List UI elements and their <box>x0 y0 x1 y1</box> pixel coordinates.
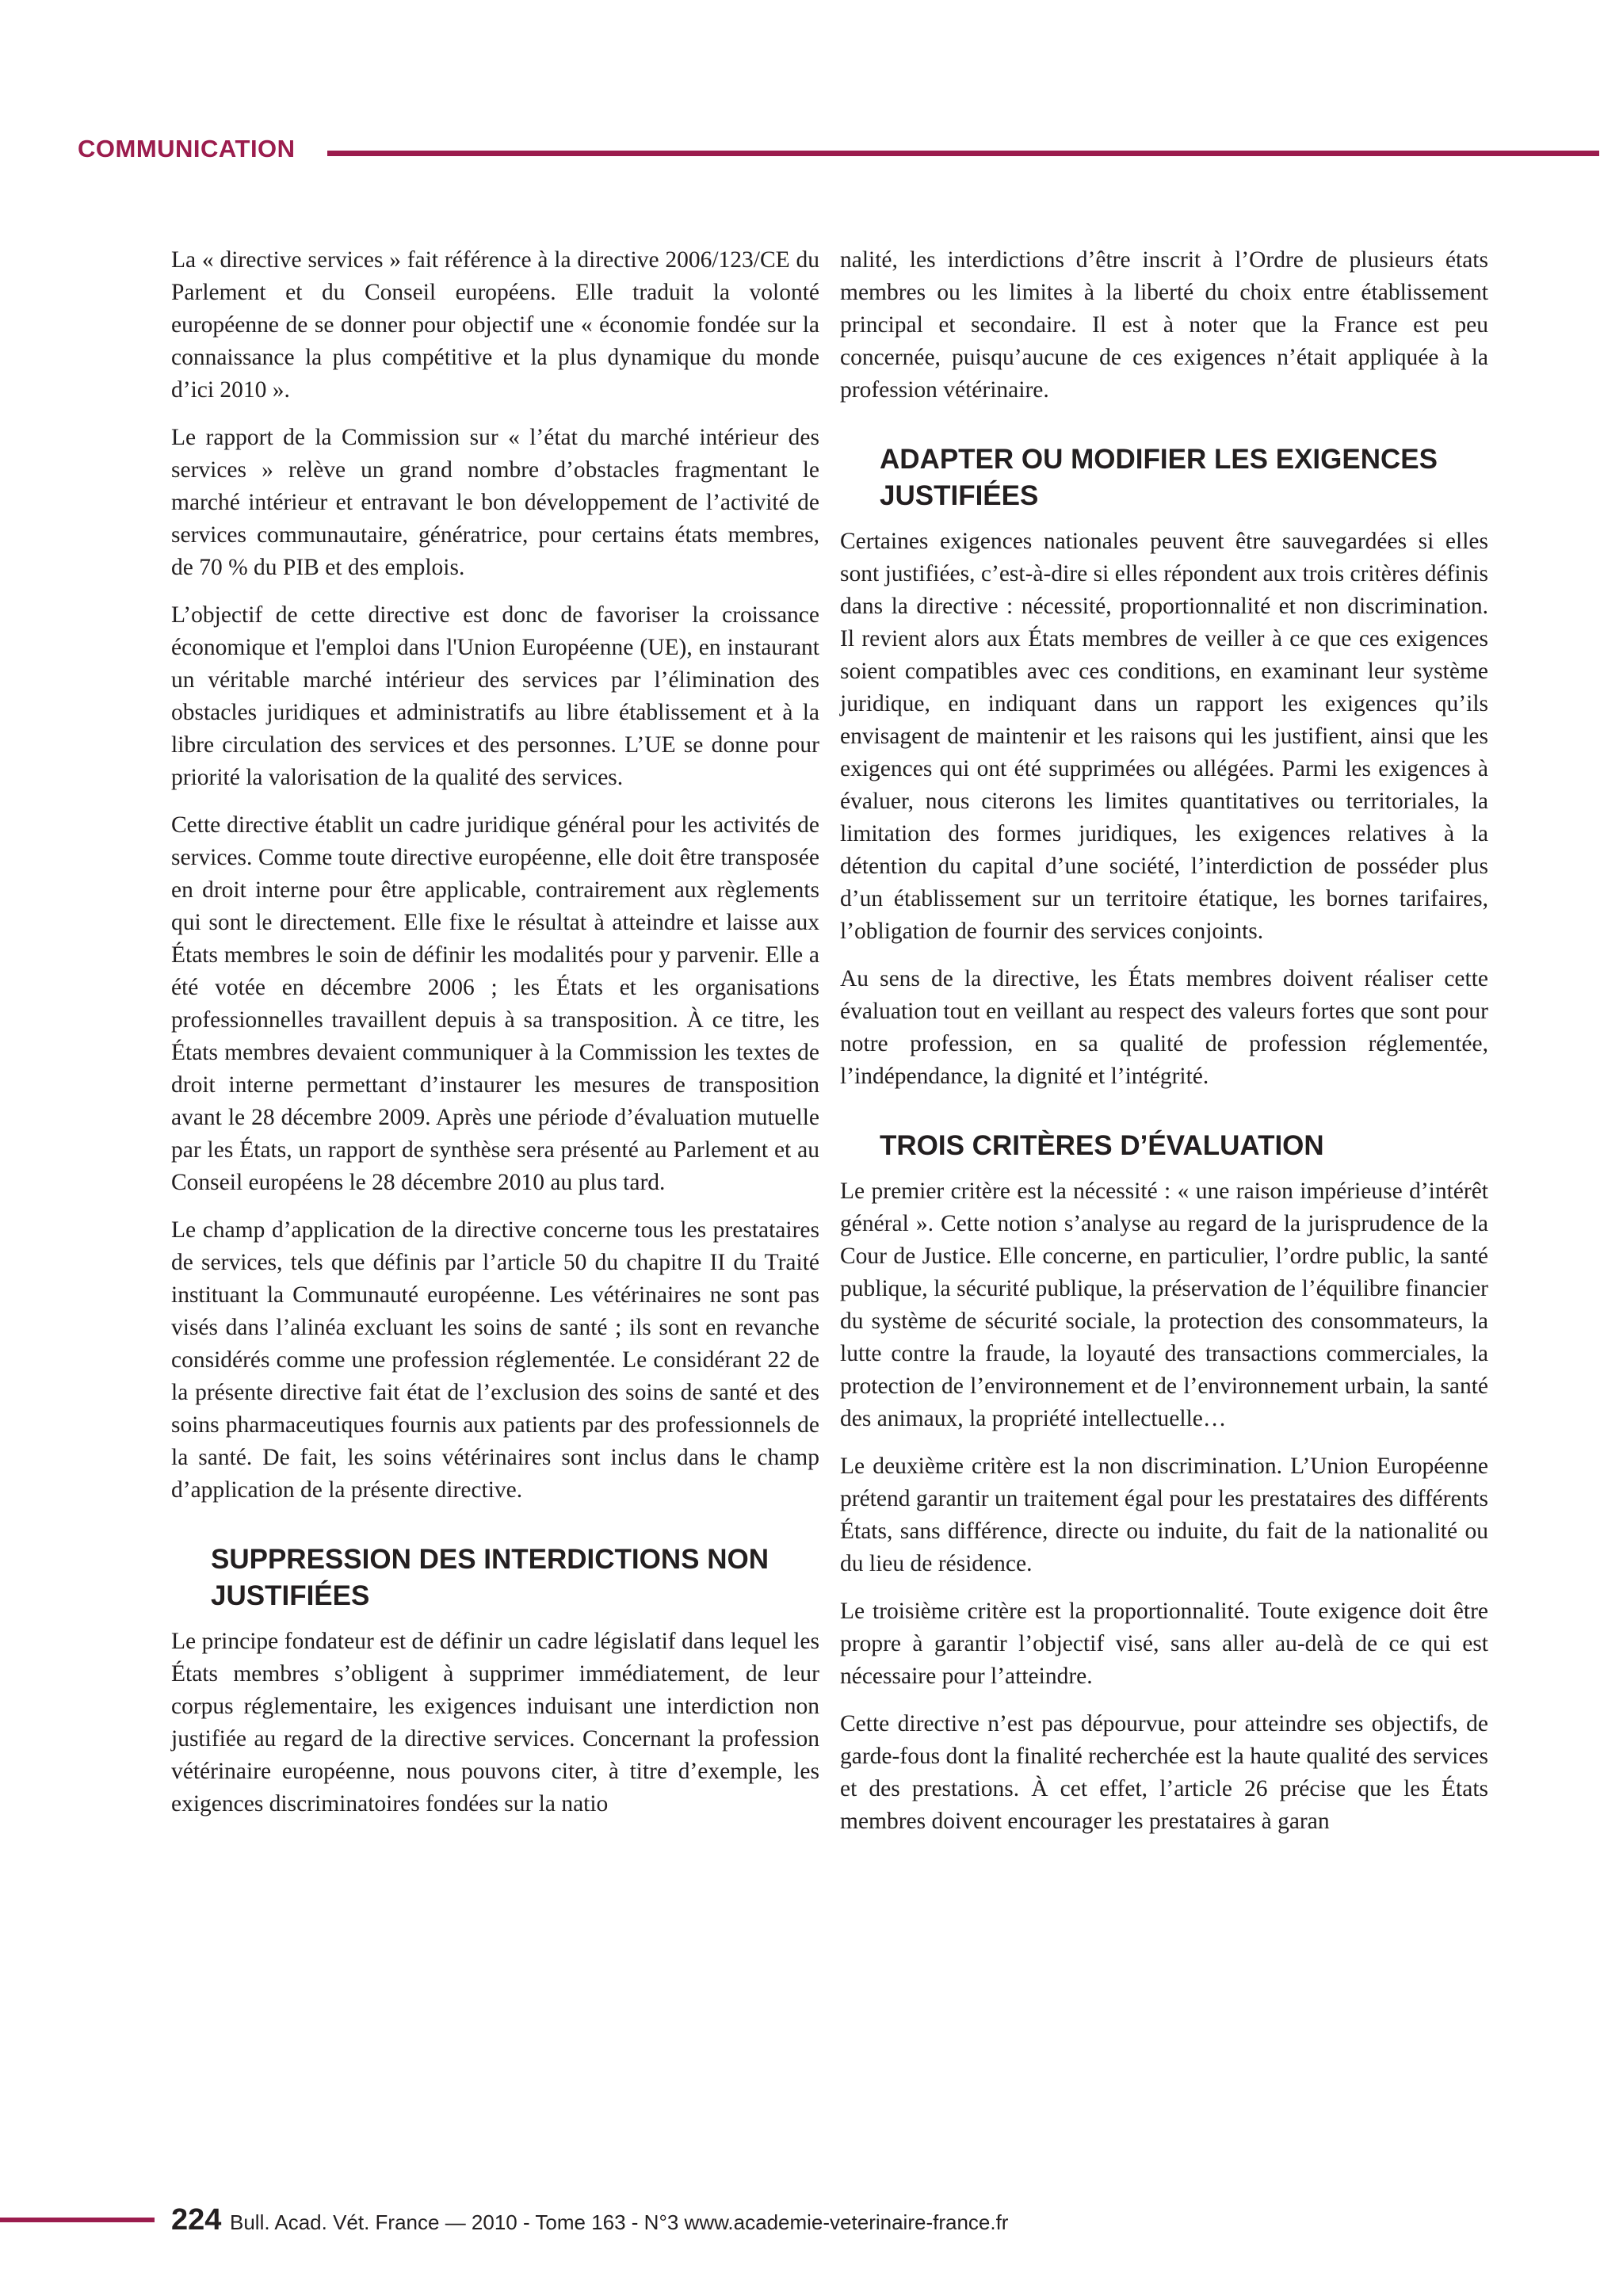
paragraph: Le deuxième critère est la non discrimination. L’Union Européenne prétend garantir un traitement égal pour les prestataires des différents États, sans différence, directe ou induite, du fait de la nationalité ou du lieu de résidence. <box>840 1454 1488 1576</box>
page-number: 224 <box>171 2203 222 2237</box>
footer-citation: Bull. Acad. Vét. France — 2010 - Tome 163 - N°3 www.academie-veterinaire-france.fr <box>230 2210 1009 2234</box>
right-column <box>840 244 1488 1853</box>
footer-rule <box>0 2218 155 2222</box>
page-header <box>78 133 1599 165</box>
page-footer <box>0 2202 1109 2241</box>
header-rule <box>327 151 1599 156</box>
paragraph: Cette directive établit un cadre juridique général pour les activités de services. Comme toute directive européenne, elle doit être transposée en droit interne pour être applicable, contrairement aux règlements qui sont le directement. Elle fixe le résultat à atteindre et laisse aux États membres le soin de définir les modalités pour y parvenir. Elle a été votée en décembre 2006 ; les États et les organisations professionnelles travaillent depuis à sa transposition. À ce titre, les États membres devaient communiquer à la Commission les textes de droit interne permettant d’instaurer les mesures de transposition avant le 28 décembre 2009. Après une période d’évaluation mutuelle par les États, un rapport de synthèse sera présenté au Parlement et au Conseil européens le 28 décembre 2010 au plus tard. <box>171 812 819 1195</box>
section-label: COMMUNICATION <box>78 135 296 162</box>
paragraph: Le champ d’application de la directive concerne tous les prestataires de services, tels que définis par l’article 50 du chapitre II du Traité instituant la Communauté européenne. Les vétérinaires ne sont pas visés dans l’alinéa excluant les soins de santé ; ils sont en revanche considérés comme une profession réglementée. Le considérant 22 de la présente directive fait état de l’exclusion des soins de santé et des soins pharmaceutiques fournis aux patients par des professionnels de la santé. De fait, les soins vétérinaires sont inclus dans le champ d’application de la présente directive. <box>171 1217 819 1503</box>
paragraph: Au sens de la directive, les États membres doivent réaliser cette évaluation tout en veillant au respect des valeurs fortes que sont pour notre profession, en sa qualité de profession réglementée, l’indépendance, la dignité et l’intégrité. <box>840 966 1488 1089</box>
paragraph: nalité, les interdictions d’être inscrit à l’Ordre de plusieurs états membres ou les limites à la liberté du choix entre établissement principal et secondaire. Il est à noter que la France est peu concernée, puisqu’aucune de ces exigences n’était appliquée à la profession vétérinaire. <box>840 247 1488 403</box>
paragraph: Le principe fondateur est de définir un cadre législatif dans lequel les États membres s’obligent à supprimer immédiatement, de leur corpus réglementaire, les exigences induisant une interdiction non justifiée au regard de la directive services. Concernant la profession vétérinaire européenne, nous pouvons citer, à titre d’exemple, les exigences discriminatoires fondées sur la natio <box>171 1629 819 1817</box>
paragraph: Le premier critère est la nécessité : « une raison impérieuse d’intérêt général ». Cette notion s’analyse au regard de la jurisprudence de la Cour de Justice. Elle concerne, en particulier, l’ordre public, la santé publique, la sécurité publique, la préservation de l’équilibre financier du système de sécurité sociale, la protection des consommateurs, la lutte contre la fraude, la loyauté des transactions commerciales, la protection de l’environnement et de l’environnement urbain, la santé des animaux, la propriété intellectuelle… <box>840 1179 1488 1431</box>
paragraph: Le rapport de la Commission sur « l’état du marché intérieur des services » relève un grand nombre d’obstacles fragmentant le marché intérieur et entravant le bon développement de l’activité de services communautaire, génératrice, pour certains états membres, de 70 % du PIB et des emplois. <box>171 425 819 580</box>
paragraph: La « directive services » fait référence à la directive 2006/123/CE du Parlement et du Conseil européens. Elle traduit la volonté européenne de se donner pour objectif une « économie fondée sur la connaissance la plus compétitive et la plus dynamique du monde d’ici 2010 ». <box>171 247 819 403</box>
paragraph: Cette directive n’est pas dépourvue, pour atteindre ses objectifs, de garde-fous dont la finalité recherchée est la haute qualité des services et des prestations. À cet effet, l’article 26 précise que les États membres doivent encourager les prestataires à garan <box>840 1711 1488 1834</box>
section-heading: TROIS CRITÈRES D’ÉVALUATION <box>880 1130 1324 1161</box>
left-column <box>171 244 819 1836</box>
paragraph: Le troisième critère est la proportionnalité. Toute exigence doit être propre à garantir l’objectif visé, sans aller au-delà de ce qui est nécessaire pour l’atteindre. <box>840 1599 1488 1689</box>
section-heading: SUPPRESSION DES INTERDICTIONS NON JUSTIFIÉES <box>211 1544 769 1611</box>
paragraph: L’objectif de cette directive est donc de favoriser la croissance économique et l'emploi dans l'Union Européenne (UE), en instaurant un véritable marché intérieur des services par l’élimination des obstacles juridiques et administratifs au libre établissement et à la libre circulation des services et des personnes. L’UE se donne pour priorité la valorisation de la qualité des services. <box>171 602 819 790</box>
paragraph: Certaines exigences nationales peuvent être sauvegardées si elles sont justifiées, c’est-à-dire si elles répondent aux trois critères définis dans la directive : nécessité, proportionnalité et non discrimination. Il revient alors aux États membres de veiller à ce que ces exigences soient compatibles avec ces conditions, en examinant leur système juridique, en indiquant dans un rapport les exigences qu’ils envisagent de maintenir et les raisons qui les justifient, ainsi que les exigences qui ont été supprimées ou allégées. Parmi les exigences à évaluer, nous citerons les limites quantitatives ou territoriales, la limitation des formes juridiques, les exigences relatives à la détention du capital d’une société, l’interdiction de posséder plus d’un établissement sur un territoire étatique, les bornes tarifaires, l’obligation de fournir des services conjoints. <box>840 529 1488 944</box>
section-heading: ADAPTER OU MODIFIER LES EXIGENCES JUSTIFIÉES <box>880 444 1438 511</box>
